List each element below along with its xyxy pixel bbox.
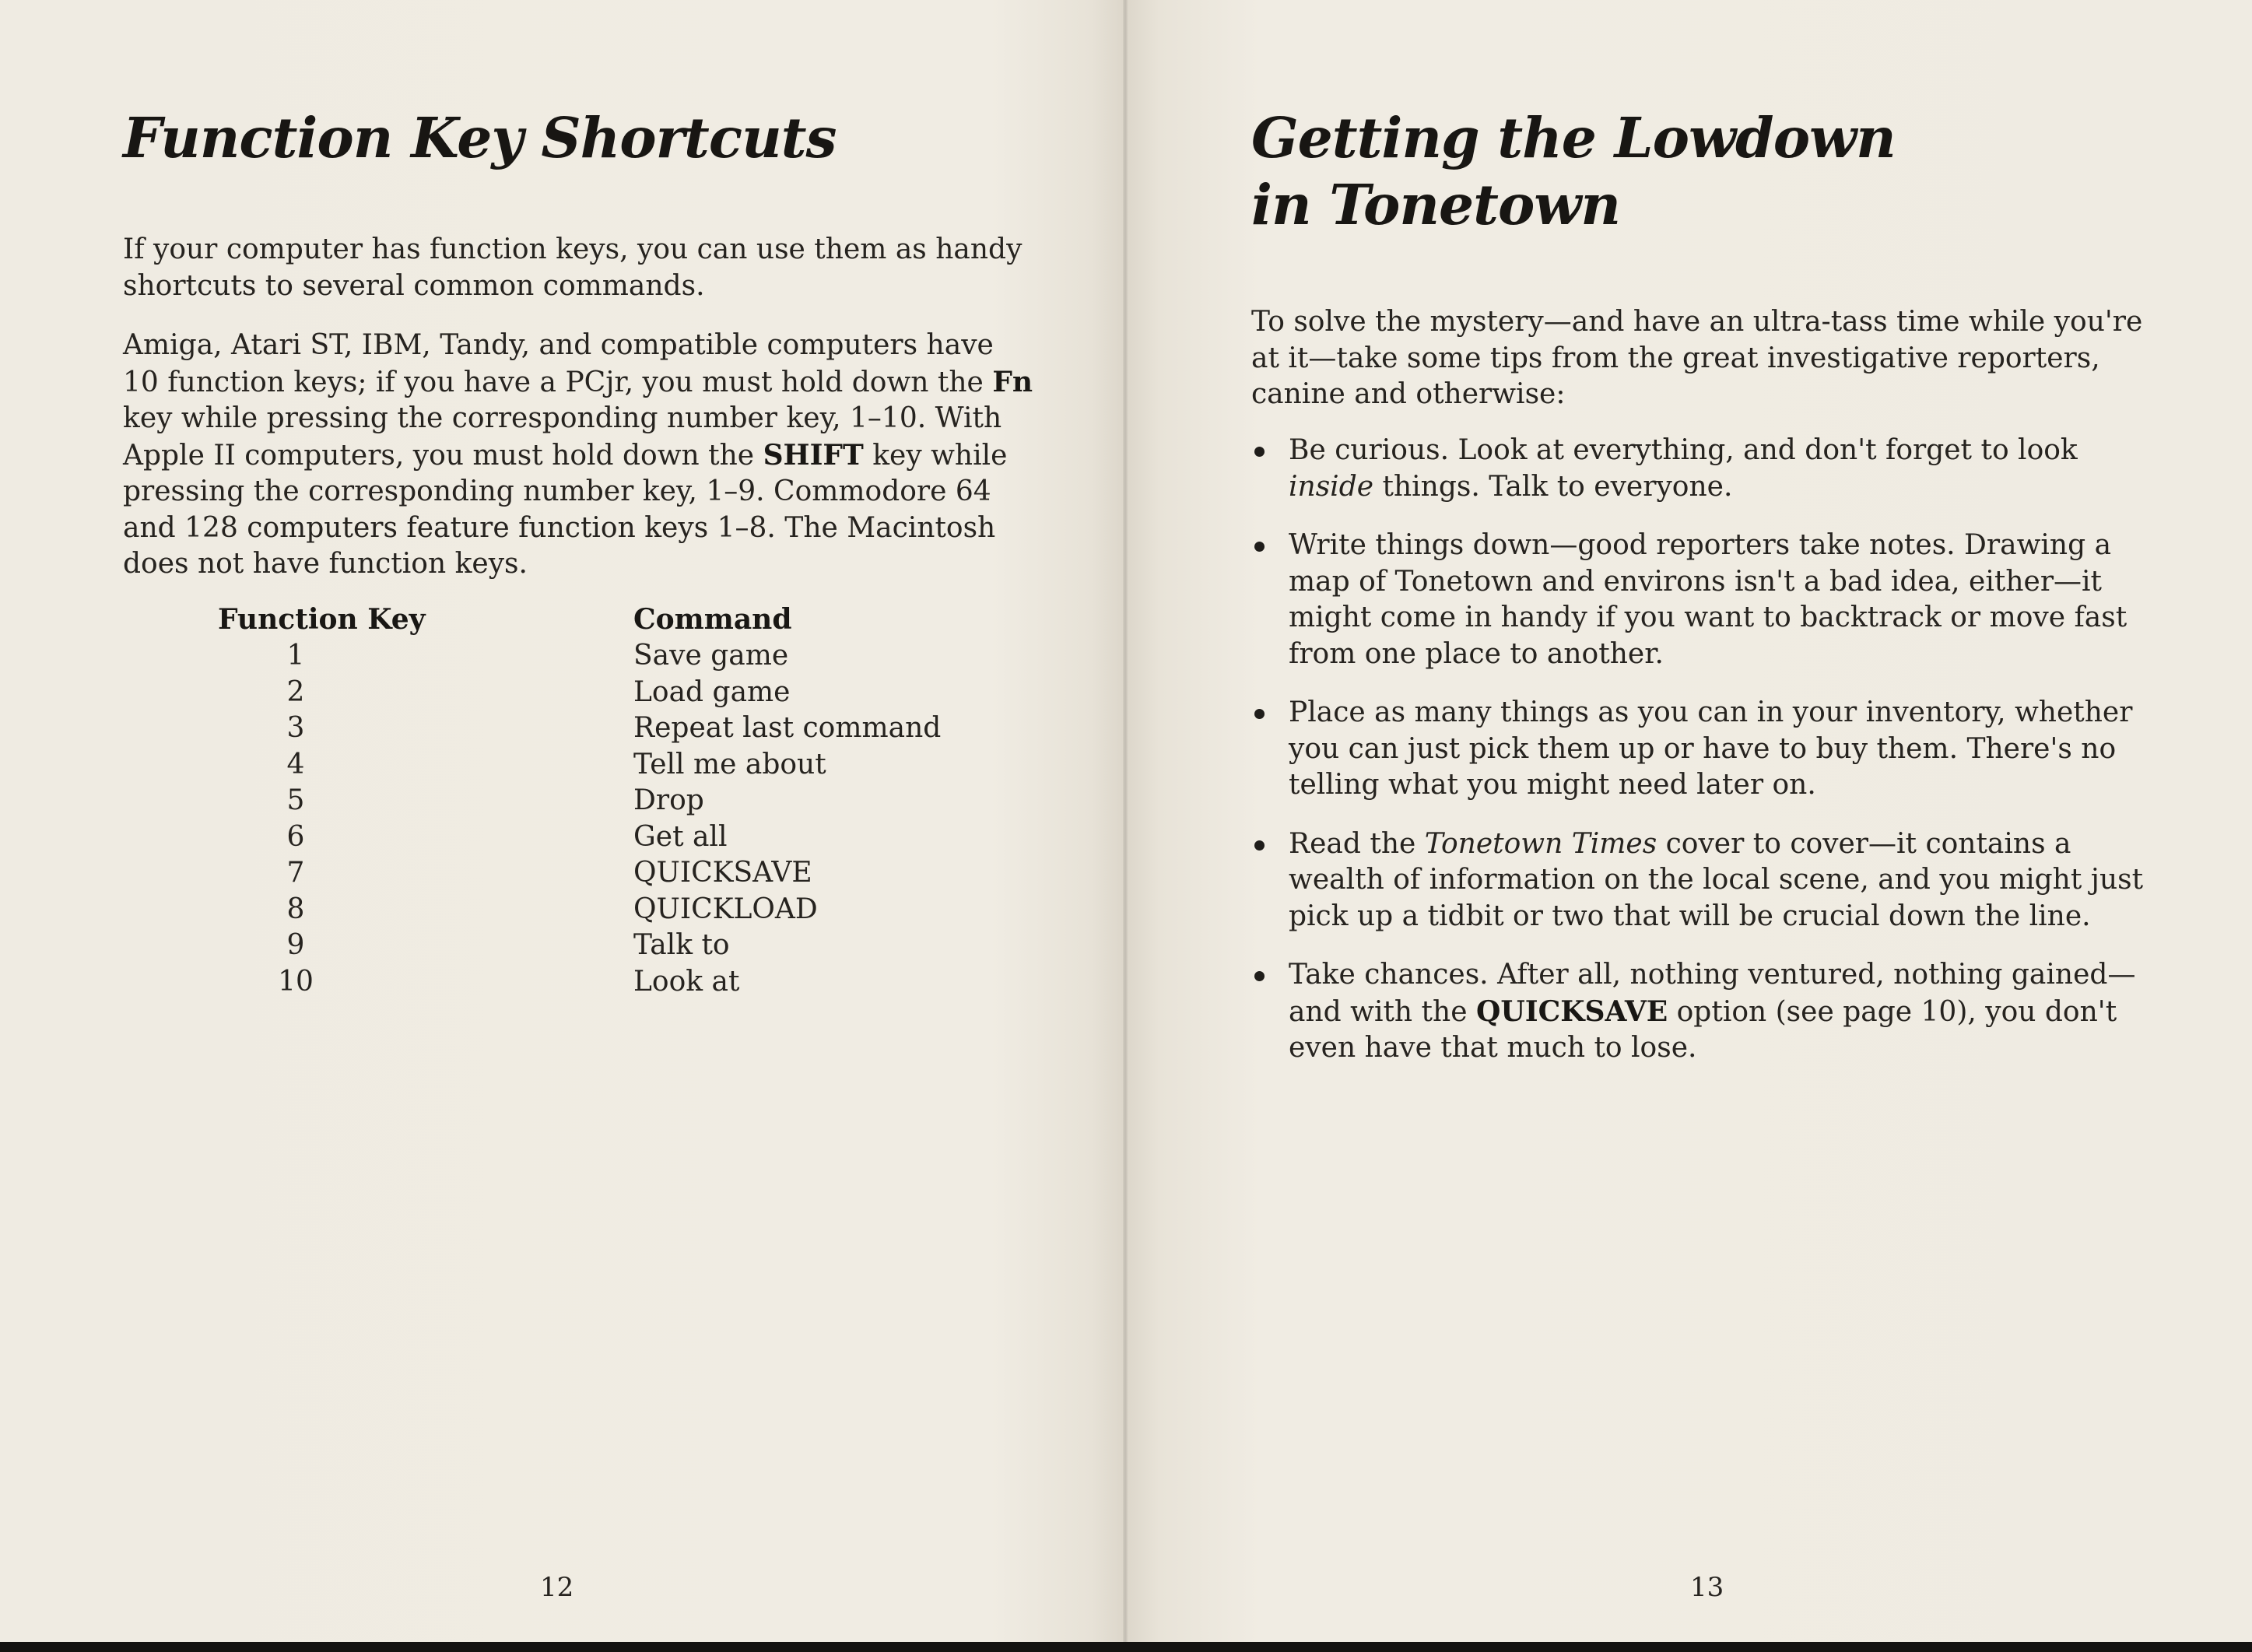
bullet-icon xyxy=(1254,542,1265,552)
key-number: 9 xyxy=(286,929,305,961)
list-item xyxy=(1251,528,2162,672)
table-row xyxy=(0,638,1012,675)
fn-key-label: Fn xyxy=(992,365,1033,398)
tip-segment: option (see page 10), you don't even have that much to lose. xyxy=(1289,995,2117,1064)
command-name: Talk to xyxy=(633,929,730,961)
title-line-1: Getting the Lowdown xyxy=(1251,105,1896,170)
table-row xyxy=(0,710,1012,747)
table-row xyxy=(0,675,1012,711)
key-number: 3 xyxy=(286,712,305,744)
body-text: key while pressing the corresponding number key, 1–9. Commodore 64 and 128 computers feature function keys 1–8. The Macintosh does not have function keys. xyxy=(123,439,1008,580)
tip-text xyxy=(1289,434,2078,503)
tip-segment: things. Talk to everyone. xyxy=(1373,470,1733,503)
quicksave-label: QUICKSAVE xyxy=(1475,994,1668,1028)
right-page-title xyxy=(1251,104,1896,238)
key-number: 5 xyxy=(286,784,305,816)
tip-segment: Be curious. Look at everything, and don't forget to look xyxy=(1289,434,2078,466)
key-number: 10 xyxy=(278,965,314,998)
tip-text xyxy=(1289,959,2135,1064)
command-name: Save game xyxy=(633,640,789,672)
tip-segment: Take chances. After all, nothing ventured, nothing gained—and with the xyxy=(1289,959,2136,1028)
key-number: 4 xyxy=(286,748,305,780)
tip-segment: Place as many things as you can in your inventory, whether you can just pick them up or have to buy them. There's no telling what you might need later on. xyxy=(1289,696,2133,801)
key-number: 6 xyxy=(286,820,305,853)
table-row xyxy=(0,855,1012,892)
key-number: 1 xyxy=(286,640,305,672)
bullet-icon xyxy=(1254,447,1265,457)
function-keys-body xyxy=(123,328,1033,583)
tip-text xyxy=(1289,828,2143,932)
key-number: 2 xyxy=(286,675,305,708)
key-number: 7 xyxy=(286,857,305,889)
command-name: Look at xyxy=(633,965,740,998)
left-page-title: Function Key Shortcuts xyxy=(123,105,837,170)
page-number-left: 12 xyxy=(540,1572,574,1603)
shift-key-label: SHIFT xyxy=(763,438,864,472)
tip-text xyxy=(1289,696,2132,801)
bullet-icon xyxy=(1254,971,1265,981)
command-name: Load game xyxy=(633,675,791,708)
page-number-right: 13 xyxy=(1690,1572,1724,1603)
newspaper-title: Tonetown Times xyxy=(1424,827,1657,860)
command-name: Tell me about xyxy=(633,748,826,780)
book-gutter xyxy=(1123,0,1128,1642)
function-key-table xyxy=(0,638,1012,1000)
tips-intro: To solve the mystery—and have an ultra-tass time while you're at it—take some tips from the great investigative reporters, canine and otherwise: xyxy=(1251,306,2143,410)
table-header-command: Command xyxy=(633,603,792,636)
table-row xyxy=(0,783,1012,819)
command-name: QUICKSAVE xyxy=(633,857,812,889)
tip-segment: cover to cover—it contains a wealth of information on the local scene, and you might just pick up a tidbit or two that will be crucial down the line. xyxy=(1289,827,2144,932)
tip-emphasis: inside xyxy=(1289,470,1374,503)
title-line-2: in Tonetown xyxy=(1251,172,1621,237)
list-item xyxy=(1251,433,2162,505)
tip-segment: Read the xyxy=(1289,827,1425,860)
command-name: Repeat last command xyxy=(633,712,942,744)
scan-bottom-edge xyxy=(0,1642,2252,1652)
bullet-icon xyxy=(1254,709,1265,719)
body-text: key while pressing the corresponding number key, 1–10. With Apple II computers, you must hold down the xyxy=(123,402,1002,472)
body-text: Amiga, Atari ST, IBM, Tandy, and compatible computers have 10 function keys; if you have a PCjr, you must hold down the xyxy=(123,329,994,398)
bullet-icon xyxy=(1254,840,1265,851)
tip-text xyxy=(1289,529,2127,670)
tips-list xyxy=(1251,433,2162,1089)
left-page xyxy=(0,0,1125,1642)
table-header-function-key: Function Key xyxy=(218,603,426,636)
table-row xyxy=(0,819,1012,856)
table-row xyxy=(0,964,1012,1001)
table-row xyxy=(0,747,1012,784)
tip-segment: Write things down—good reporters take notes. Drawing a map of Tonetown and environs isn't a bad idea, either—it might come in handy if you want to backtrack or move fast from one place to another. xyxy=(1289,529,2127,670)
command-name: Drop xyxy=(633,784,704,816)
table-row xyxy=(0,928,1012,964)
table-row xyxy=(0,892,1012,928)
list-item xyxy=(1251,957,2162,1067)
function-keys-intro: If your computer has function keys, you can use them as handy shortcuts to several common commands. xyxy=(123,233,1023,302)
list-item xyxy=(1251,695,2162,804)
key-number: 8 xyxy=(286,893,305,925)
command-name: Get all xyxy=(633,820,728,853)
list-item xyxy=(1251,826,2162,935)
command-name: QUICKLOAD xyxy=(633,893,818,925)
